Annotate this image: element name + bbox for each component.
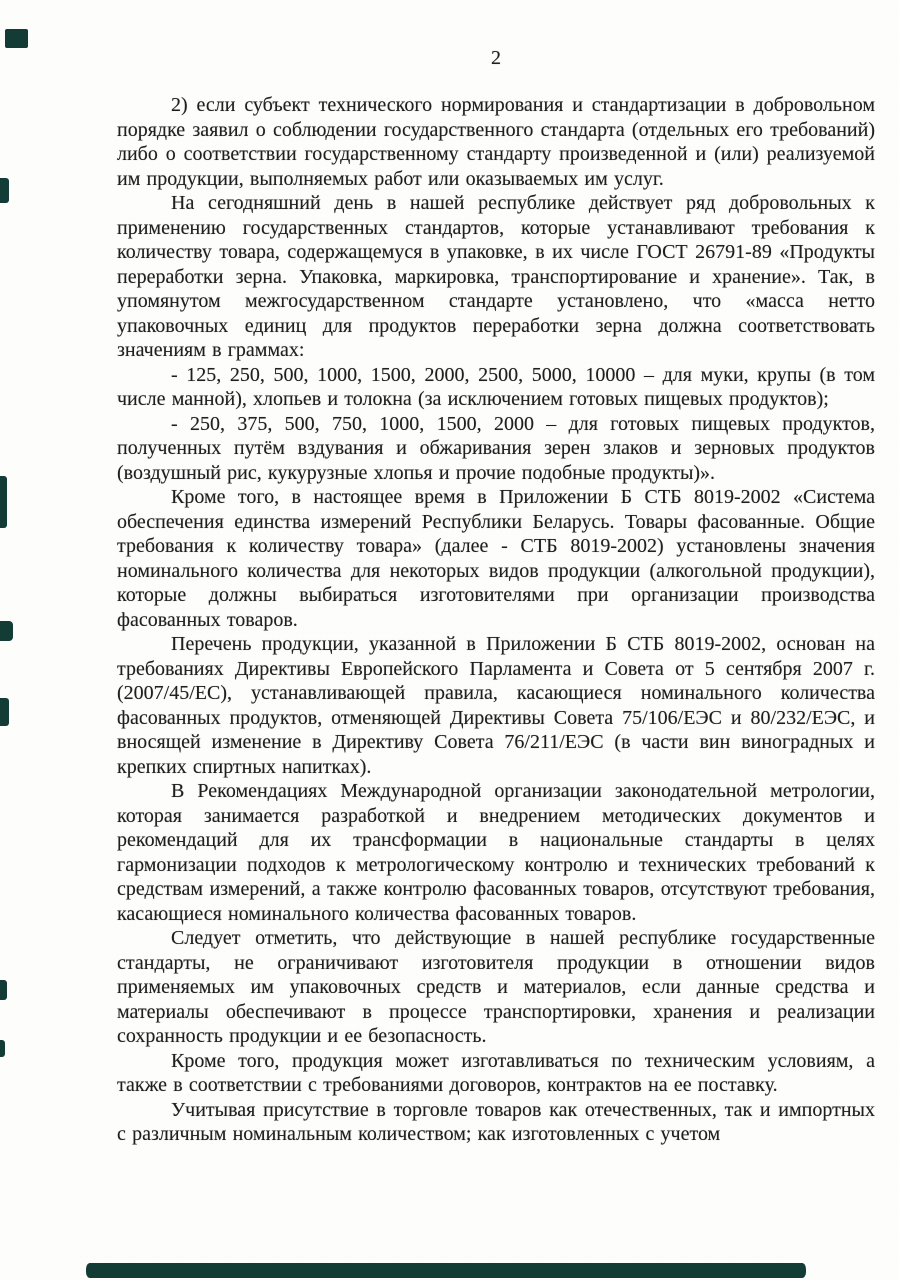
paragraph-eu-directive: Перечень продукции, указанной в Приложении Б СТБ 8019-2002, основан на требованиях Директивы Европейского Парламента и Совета от 5 сентября 2007 г. (2007/45/ЕС), устанавливающей правила, касающиеся номинального количества фасованных продуктов, отменяющей Директивы Совета 75/106/ЕЭС и 80/232/ЕЭС, и вносящей изменение в Директиву Совета 76/211/ЕЭС (в части вин виноградных и крепких спиртных напитках).: [117, 633, 875, 778]
paragraph-stb-8019-2002: Кроме того, в настоящее время в Приложении Б СТБ 8019-2002 «Система обеспечения единства измерений Республики Беларусь. Товары фасованные. Общие требования к количеству товара» (далее - СТБ 8019-2002) установлены значения номинального количества для некоторых видов продукции (алкогольной продукции), которые должны выбираться изготовителями при организации производства фасованных товаров.: [117, 486, 875, 631]
paragraph-technical-conditions: Кроме того, продукция может изготавливаться по техническим условиям, а также в соответствии с требованиями договоров, контрактов на ее поставку.: [117, 1049, 875, 1096]
paragraph-trade-presence: Учитывая присутствие в торговле товаров как отечественных, так и импортных с различным номинальным количеством; как изготовленных с учетом: [117, 1098, 875, 1145]
scan-artifact-left-edge: [0, 621, 13, 641]
paragraph-oiml-recommendations: В Рекомендациях Международной организации законодательной метрологии, которая занимается разработкой и внедрением методических документов и рекомендаций для их трансформации в национальные стандарты в целях гармонизации подходов к метрологическому контролю и технических требований к средствам измерений, а также контролю фасованных товаров, отсутствуют требования, касающиеся номинального количества фасованных товаров.: [117, 780, 875, 925]
paragraph-voluntary-declaration: 2) если субъект технического нормирования и стандартизации в добровольном порядке заявил о соблюдении государственного стандарта (отдельных его требований) либо о соответствии государственному стандарту произведенной и (или) реализуемой им продукции, выполняемых работ или оказываемых им услуг.: [117, 94, 875, 190]
page-number: 2: [491, 47, 501, 69]
list-item-flour-mass-values: - 125, 250, 500, 1000, 1500, 2000, 2500, 5000, 10000 – для муки, крупы (в том числе манной), хлопьев и толокна (за исключением готовых пищевых продуктов);: [117, 363, 875, 410]
scan-artifact-top-left: [5, 29, 28, 48]
scan-artifact-left-edge: [0, 698, 9, 726]
scan-artifact-bottom-bar: [86, 1263, 806, 1278]
text-block: [117, 48, 875, 1147]
scan-artifact-left-edge: [0, 178, 9, 203]
scan-artifact-left-edge: [0, 1040, 5, 1057]
scan-artifact-left-edge: [0, 980, 7, 1000]
paragraph-packaging-materials: Следует отметить, что действующие в нашей республике государственные стандарты, не ограничивают изготовителя продукции в отношении видов применяемых им упаковочных средств и материалов, если данные средства и материалы обеспечивают в процессе транспортировки, хранения и реализации сохранность продукции и ее безопасность.: [117, 927, 875, 1047]
scan-artifact-left-edge: [0, 476, 7, 528]
list-item-ready-food-mass-values: - 250, 375, 500, 750, 1000, 1500, 2000 – для готовых пищевых продуктов, полученных путём вздувания и обжаривания зерен злаков и зерновых продуктов (воздушный рис, кукурузные хлопья и прочие подобные продукты)».: [117, 412, 875, 484]
paragraph-gost-26791-89: На сегодняшний день в нашей республике действует ряд добровольных к применению государственных стандартов, которые устанавливают требования к количеству товара, содержащемуся в упаковке, в их числе ГОСТ 26791-89 «Продукты переработки зерна. Упаковка, маркировка, транспортирование и хранение». Так, в упомянутом межгосударственном стандарте установлено, что «масса нетто упаковочных единиц для продуктов переработки зерна должна соответствовать значениям в граммах:: [117, 192, 875, 361]
